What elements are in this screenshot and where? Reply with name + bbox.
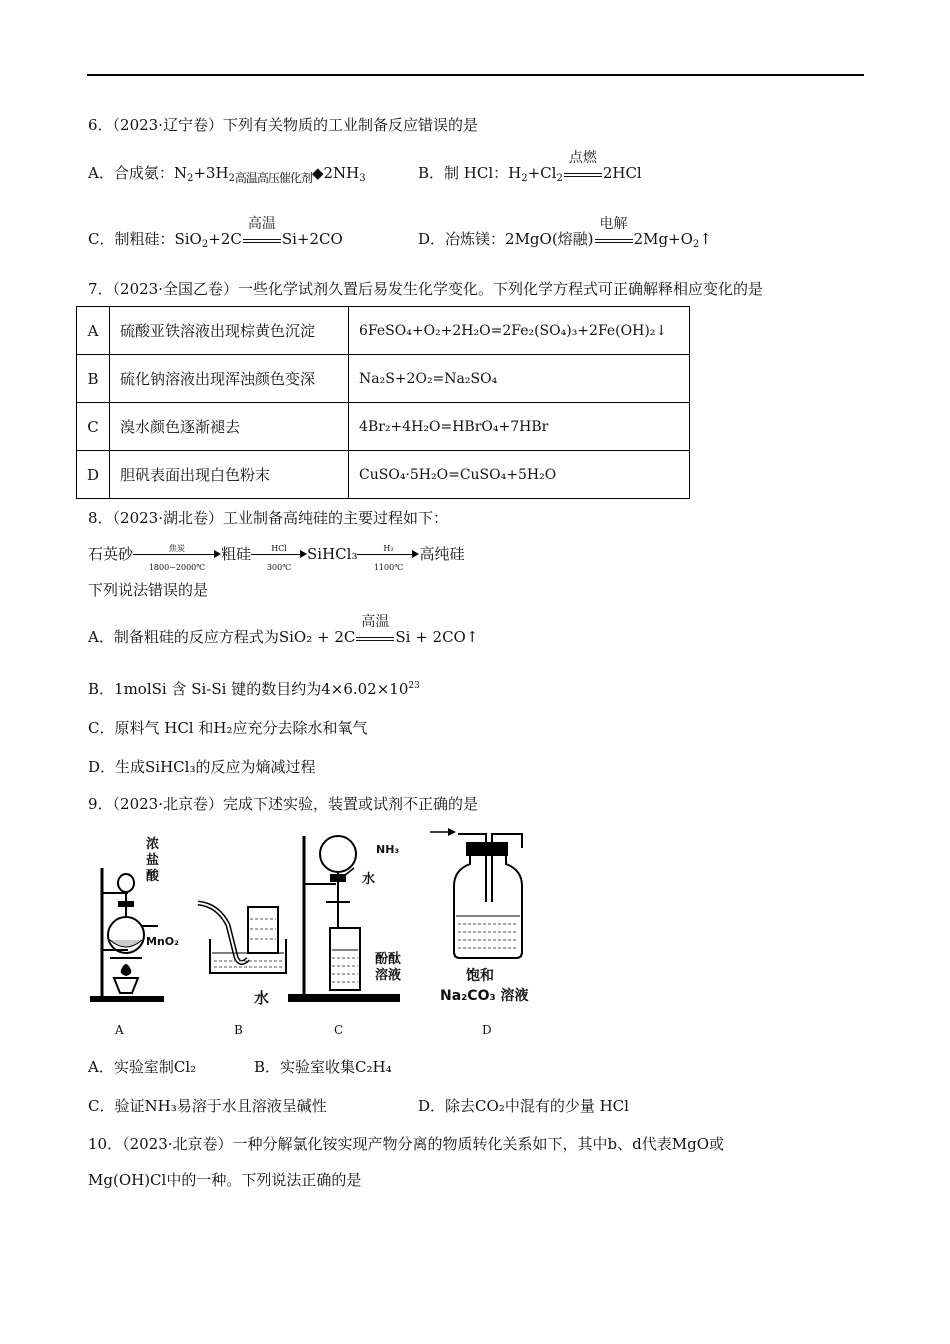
q7-row-phenomenon: 硫酸亚铁溶液出现棕黄色沉淀 xyxy=(110,307,349,355)
q6-a-garbled-condition: 高温高压催化剂 xyxy=(234,171,312,185)
q7-row-label: D xyxy=(77,451,110,499)
apparatus-d-label-2: Na₂CO₃ 溶液 xyxy=(440,988,529,1004)
q9-stem: 9．（2023·北京卷）完成下述实验，装置或试剂不正确的是 xyxy=(88,795,478,813)
q7-row-label: C xyxy=(77,403,110,451)
figure-caption-b: B xyxy=(234,1023,243,1037)
q7-row-phenomenon: 硫化钠溶液出现浑浊颜色变深 xyxy=(110,355,349,403)
apparatus-a-acid-label: 浓 盐 酸 xyxy=(146,837,160,884)
q9-option-c: C．验证NH₃易溶于水且溶液呈碱性 xyxy=(88,1097,327,1115)
q8-option-b: B．1molSi 含 Si-Si 键的数目约为$4\times 6.02\times 10^{23}$ xyxy=(88,680,420,698)
apparatus-d-label-1: 饱和 xyxy=(466,968,494,984)
q7-row-label: A xyxy=(77,307,110,355)
q6-option-d: D．冶炼镁：2MgO(熔融) 电解 $2Mg+O_2↑$ xyxy=(418,216,712,250)
flow-arrow: 焦炭 1800~2000℃ xyxy=(133,545,221,565)
flow-arrow: HCl 300℃ xyxy=(251,545,307,565)
q8-option-c: C．原料气 HCl 和H₂应充分去除水和氧气 xyxy=(88,719,368,737)
q7-row-equation: CuSO₄·5H₂O=CuSO₄+5H₂O xyxy=(349,451,690,499)
q7-row-label: B xyxy=(77,355,110,403)
q10-stem-line-2: Mg(OH)Cl中的一种。下列说法正确的是 xyxy=(88,1171,362,1189)
q8-sub-stem: 下列说法错误的是 xyxy=(88,581,209,599)
apparatus-c-water-label: 水 xyxy=(362,872,376,887)
q7-table xyxy=(76,306,690,499)
q6-option-a: A．合成氨：$N_2+3H_{2高温高压催化剂}◆2NH_3$ xyxy=(88,164,366,185)
apparatus-b-water-label: 水 xyxy=(254,989,270,1007)
figure-caption-a: A xyxy=(115,1023,124,1037)
table-row xyxy=(77,451,690,499)
apparatus-b-figure xyxy=(188,895,288,985)
q7-row-equation: Na₂S+2O₂=Na₂SO₄ xyxy=(349,355,690,403)
q7-row-equation: 4Br₂+4H₂O=HBrO₄+7HBr xyxy=(349,403,690,451)
q8-option-d: D．生成SiHCl₃的反应为熵减过程 xyxy=(88,758,316,776)
q8-option-a: A．制备粗硅的反应方程式为SiO₂ + 2C 高温 Si + 2CO↑ xyxy=(88,614,479,646)
q10-stem-line-1: 10．（2023·北京卷）一种分解氯化铵实现产物分离的物质转化关系如下，其中b、d代表MgO或 xyxy=(88,1135,725,1153)
apparatus-c-nh3-label: NH₃ xyxy=(376,843,400,856)
q9-option-d: D．除去CO₂中混有的少量 HCl xyxy=(418,1097,629,1115)
q7-row-equation: 6FeSO₄+O₂+2H₂O=2Fe₂(SO₄)₃+2Fe(OH)₂↓ xyxy=(349,307,690,355)
q8-stem: 8．（2023·湖北卷）工业制备高纯硅的主要过程如下： xyxy=(88,509,448,527)
q7-row-phenomenon: 溴水颜色逐渐褪去 xyxy=(110,403,349,451)
figure-caption-c: C xyxy=(334,1023,344,1037)
q9-option-b: B．实验室收集C₂H₄ xyxy=(254,1058,392,1076)
table-row xyxy=(77,355,690,403)
header-rule xyxy=(87,74,864,76)
apparatus-a-mno2-label: MnO₂ xyxy=(146,935,179,948)
table-row xyxy=(77,307,690,355)
flow-arrow: $\frac{\text{H₂}}{1100℃}$ xyxy=(357,545,419,565)
apparatus-d-figure xyxy=(428,824,538,964)
q6-option-c: C．制粗硅：SiO$_2$+2C 高温 Si+2CO xyxy=(88,216,343,250)
apparatus-c-indicator-label: 酚酞 溶液 xyxy=(375,952,402,983)
q7-row-phenomenon: 胆矾表面出现白色粉末 xyxy=(110,451,349,499)
q8-flow: 石英砂 焦炭 1800~2000℃ 粗硅 HCl 300℃ SiHCl₃ $\frac{\text{H₂}}{1100℃}$ 高纯硅 xyxy=(88,544,465,572)
q6-option-b: B．制 HCl：$H_2+Cl_2$ 点燃 2HCl xyxy=(418,150,642,184)
figure-caption-d: D xyxy=(482,1023,492,1037)
q6-stem: 6．（2023·辽宁卷）下列有关物质的工业制备反应错误的是 xyxy=(88,116,478,134)
table-row xyxy=(77,403,690,451)
apparatus-a-figure xyxy=(88,828,198,1008)
q7-stem: 7．（2023·全国乙卷）一些化学试剂久置后易发生化学变化。下列化学方程式可正确解释相应变化的是 xyxy=(88,280,763,298)
q9-option-a: A．实验室制Cl₂ xyxy=(88,1058,197,1076)
